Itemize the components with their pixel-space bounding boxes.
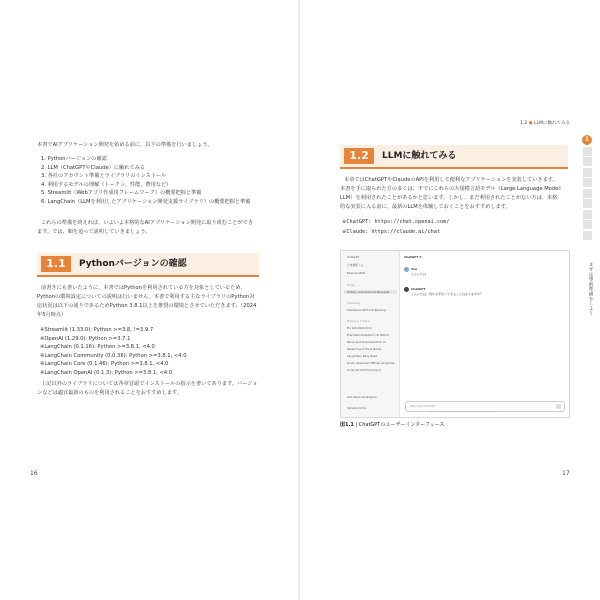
chapter-vertical-label: まずは事前準備をしよう [588, 262, 593, 316]
sidebar-item: Add Team workspace [347, 395, 377, 399]
section-number: 1.2 [344, 148, 374, 164]
list-item: 6. LangChain（LLMを利用したアプリケーション開発支援ライブラリ）の概要把握と準備 [41, 198, 251, 205]
section-1-2-header [340, 145, 568, 169]
user-avatar [404, 267, 409, 272]
chapter-tab [583, 168, 592, 177]
section-number: 1.1 [41, 256, 71, 272]
you-label: You [411, 267, 418, 271]
chatgpt-main [399, 251, 569, 417]
sidebar-item: LangChain Easy Read [347, 354, 378, 358]
bot-label: ChatGPT [411, 287, 426, 291]
r-body-line-2: 本書を手に取られた方の多くは、すでにこれらの大規模言語モデル（Large Language Model: [340, 186, 562, 192]
caption-label: 図1.1 [340, 422, 354, 428]
bot-avatar [404, 287, 409, 292]
body-line-4: 年5月時点） [37, 312, 67, 318]
list-item: 3. 各社のアカウント準備とライブラリのインストール [41, 173, 167, 180]
section-title: Pythonバージョンの確認 [79, 259, 187, 269]
page-number-left: 16 [30, 470, 38, 477]
chatgpt-screenshot [340, 250, 570, 418]
list-item: 4. 利用するモデルの理解（トークン、性能、費用など） [41, 181, 172, 188]
sidebar-section: Previous 7 Days [347, 319, 370, 323]
list-item: 2. LLM（ChatGPTやClaude）に触れてみる [41, 164, 145, 171]
sidebar-item: Parse and Download Pict, br [347, 340, 387, 344]
note-line-1: 上記以外のライブラリについては各章冒頭でインストールの指示を書いてあります。バージョ [41, 381, 258, 387]
chapter-tabs [583, 135, 597, 241]
list-item: ※LangChain (0.1.16): Python >=3.8.1, <4.0 [40, 344, 155, 351]
r-body-line-4: 的な実装に入る前に、最新のLLMを体験しておくことをおすすめします。 [340, 204, 511, 210]
running-head [520, 120, 570, 126]
chapter-tab [583, 210, 592, 219]
running-head-dot-icon: ● [528, 121, 533, 126]
section-title: LLMに触れてみる [382, 151, 457, 161]
list-item: 5. Streamlit（Webアプリ作成用フレームワーク）の概要把握と準備 [41, 190, 202, 197]
chat-header: ChatGPT 4 [404, 255, 422, 259]
caption-text: ChatGPTのユーザーインターフェース [358, 422, 445, 428]
sidebar-item: Educational Reform (AI World) [347, 333, 390, 337]
chapter-tab [583, 231, 592, 240]
chatgpt-sidebar [341, 251, 400, 417]
list-item: ※LangChain Core (0.1.46): Python >=3.8.1, <4.0 [40, 361, 169, 368]
sidebar-item: Fix iOS 2024 Error [347, 326, 373, 330]
sidebar-item: ChatGPT [347, 255, 360, 259]
chapter-tab [583, 157, 592, 166]
list-item: ※Streamlit (1.33.0): Python >=3.8, !=3.9.7 [40, 327, 154, 333]
you-message: こんにちは [411, 272, 427, 276]
chapter-tab [583, 220, 592, 229]
list-item: ※LangChain OpenAI (0.1.3): Python >=3.8.1, <4.0 [40, 369, 173, 376]
sidebar-item: Explore GPTs [347, 271, 365, 275]
claude-url: ※Claude: https://claude.ai/chat [342, 229, 441, 235]
library-list [40, 326, 187, 378]
figure-caption [340, 421, 444, 428]
chapter-tab-active: 1 [582, 135, 592, 145]
chapter-tab [583, 189, 592, 198]
left-page [0, 0, 298, 600]
list-item: 1. Pythonバージョンの確認 [41, 156, 107, 162]
chapter-tab [583, 147, 592, 156]
chapter-tab [583, 199, 592, 208]
sidebar-item: Pasta Found Trans Name [347, 347, 382, 351]
send-icon [556, 404, 561, 409]
outro-line-1: これらの準備を終えれば、いよいよ本格的なAIアプリケーション開発に取り組むことができ [41, 220, 254, 226]
list-item: ※OpenAI (1.29.0): Python >=3.7.1 [40, 335, 131, 342]
prep-steps-list [41, 155, 251, 207]
sidebar-item: History Architectural Requests [344, 290, 397, 294]
sidebar-item: Shortened GPT-4 IP Routing [347, 308, 386, 312]
sidebar-item: Yamada Ichiro [347, 406, 367, 410]
sidebar-section: Today [347, 283, 356, 287]
body-line-2: Pythonの環境設定についての説明は行いません。本書で利用する主なライブラリのPython対 [37, 294, 255, 300]
section-1-1-header [37, 253, 259, 277]
sidebar-item: 日本語訳くん [347, 263, 364, 267]
outro-line-2: ます。では、順を追って説明していきましょう。 [37, 229, 151, 235]
running-head-number: 1.2 [520, 121, 528, 126]
body-line-1: 前書きにも書いたように、本書ではPythonを利用されている方を対象としているため、 [41, 285, 246, 291]
chapter-tab [583, 178, 592, 187]
r-body-line-1: 本章ではChatGPTやClaudeのAPIを利用して便利なアプリケーションを実装していきます。 [344, 177, 558, 183]
disclaimer: ChatGPT can make mistakes. Consider checking important information. [429, 411, 501, 413]
bot-message: こんにちは！何かお手伝いできることはありますか？ [411, 292, 484, 296]
message-input-placeholder: Message ChatGPT... [410, 404, 438, 408]
chatgpt-url: ※ChatGPT: https://chat.openai.com/ [342, 219, 450, 225]
intro-text: 本書でAIアプリケーション開発を始める前に、以下の準備を行いましょう。 [37, 142, 213, 148]
caption-separator: | [355, 422, 359, 428]
sidebar-section: Yesterday [347, 301, 361, 305]
page-number-right: 17 [562, 470, 570, 477]
sidebar-item: Quick download Official Langchain [347, 361, 396, 365]
body-line-3: 応状況は以下の通りであるためPython 3.8.1以上を推奨の環境とさせていただきます。（2024 [37, 303, 257, 309]
r-body-line-3: LLM）を利用されたことがあるかと思います。しかし、まだ利用されたことがない方は、本格 [340, 195, 558, 201]
running-head-title: LLMに触れてみる [534, 121, 570, 126]
list-item: ※LangChain Community (0.0.36): Python >=3.8.1, <4.0 [40, 352, 187, 359]
sidebar-item: Undo Git Add Command [347, 368, 381, 372]
note-line-2: ンなどは適宜最新のものを利用されることをおすすめします。 [37, 390, 182, 396]
